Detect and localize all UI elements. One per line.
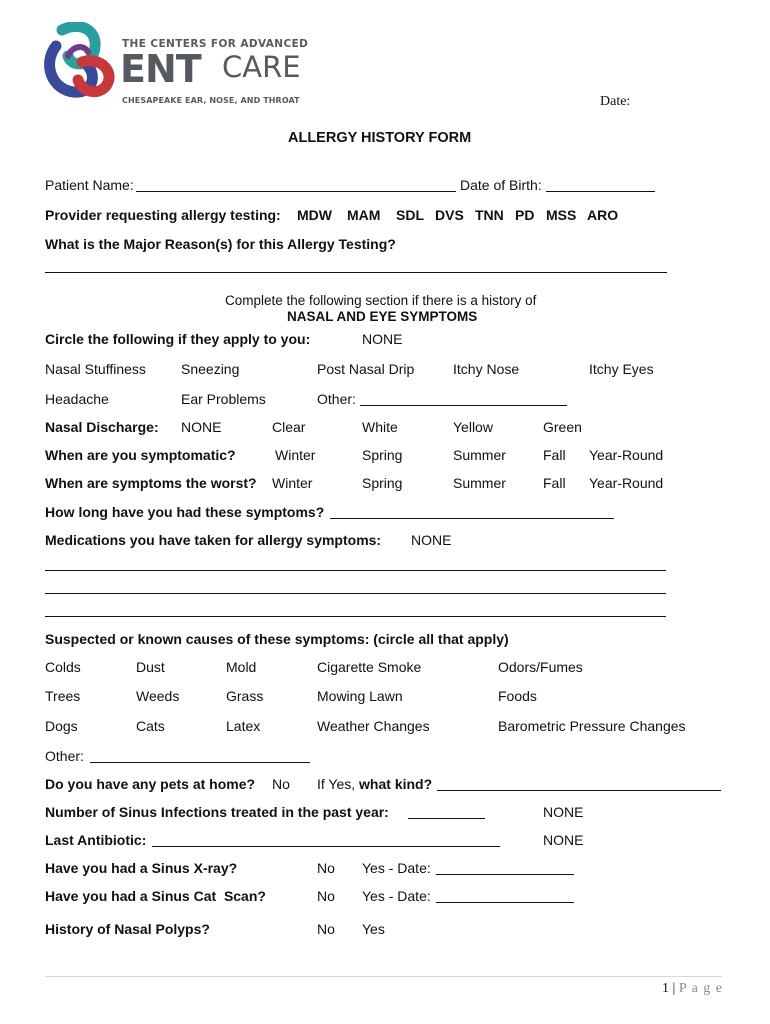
worst-year-round[interactable]: Year-Round (589, 475, 664, 491)
worst-summer[interactable]: Summer (453, 475, 506, 491)
cause-mold[interactable]: Mold (226, 659, 257, 675)
sinus-infections-none[interactable]: NONE (543, 804, 584, 820)
polyps-label: History of Nasal Polyps? (45, 921, 210, 937)
nasal-section-heading: NASAL AND EYE SYMPTOMS (287, 309, 478, 324)
polyps-yes-option[interactable]: Yes (362, 921, 385, 937)
symptom-headache[interactable]: Headache (45, 391, 109, 407)
provider-option-dvs[interactable]: DVS (435, 207, 464, 223)
medications-none-option[interactable]: NONE (411, 532, 452, 548)
logo-ent: ENT (120, 47, 201, 91)
pets-kind-label: what kind? (359, 776, 433, 792)
provider-option-pd[interactable]: PD (515, 207, 535, 223)
xray-label: Have you had a Sinus X-ray? (45, 860, 238, 876)
medications-field-line-3[interactable] (45, 616, 666, 617)
cause-barometric-pressure[interactable]: Barometric Pressure Changes (498, 718, 686, 734)
date-label: Date: (600, 94, 631, 109)
cat-scan-date-field[interactable] (436, 902, 574, 903)
discharge-clear[interactable]: Clear (272, 419, 306, 435)
pets-if-yes-label: If Yes, what kind? (317, 776, 433, 792)
nasal-discharge-label: Nasal Discharge: (45, 419, 159, 435)
antibiotic-label: Last Antibiotic: (45, 832, 147, 848)
worst-label: When are symptoms the worst? (45, 475, 257, 491)
symptomatic-summer[interactable]: Summer (453, 447, 506, 463)
antibiotic-none[interactable]: NONE (543, 832, 584, 848)
cause-trees[interactable]: Trees (45, 688, 81, 704)
medications-field-line-1[interactable] (45, 570, 666, 571)
ent-care-logo-icon (42, 22, 118, 100)
symptoms-none-option[interactable]: NONE (362, 331, 403, 347)
symptom-other-label: Other: (317, 391, 356, 407)
cause-mowing-lawn[interactable]: Mowing Lawn (317, 688, 403, 704)
cat-scan-label: Have you had a Sinus Cat Scan? (45, 888, 266, 904)
symptomatic-year-round[interactable]: Year-Round (589, 447, 664, 463)
cause-foods[interactable]: Foods (498, 688, 537, 704)
discharge-none[interactable]: NONE (181, 419, 222, 435)
form-title: ALLERGY HISTORY FORM (288, 130, 472, 146)
cause-odors-fumes[interactable]: Odors/Fumes (498, 659, 583, 675)
pets-kind-field[interactable] (437, 790, 721, 791)
dob-label: Date of Birth: (460, 177, 542, 193)
discharge-white[interactable]: White (362, 419, 398, 435)
provider-option-sdl[interactable]: SDL (396, 207, 424, 223)
provider-option-aro[interactable]: ARO (587, 207, 619, 223)
discharge-yellow[interactable]: Yellow (453, 419, 493, 435)
symptomatic-label: When are you symptomatic? (45, 447, 236, 463)
cause-weather-changes[interactable]: Weather Changes (317, 718, 430, 734)
xray-date-field[interactable] (436, 874, 574, 875)
how-long-label: How long have you had these symptoms? (45, 504, 325, 520)
circle-instruction: Circle the following if they apply to you: (45, 331, 311, 347)
pets-no-option[interactable]: No (272, 776, 290, 792)
dob-field[interactable] (546, 191, 655, 192)
symptom-nasal-stuffiness[interactable]: Nasal Stuffiness (45, 361, 146, 377)
reason-label: What is the Major Reason(s) for this Allergy Testing? (45, 236, 396, 252)
cause-grass[interactable]: Grass (226, 688, 264, 704)
polyps-no-option[interactable]: No (317, 921, 335, 937)
symptomatic-spring[interactable]: Spring (362, 447, 403, 463)
page-number: 1 | P a g e (662, 981, 724, 996)
cause-other-field[interactable] (90, 762, 310, 763)
provider-option-mam[interactable]: MAM (347, 207, 381, 223)
logo-subtitle: CHESAPEAKE EAR, NOSE, AND THROAT (122, 96, 300, 105)
xray-yes-date-label: Yes - Date: (362, 860, 431, 876)
provider-option-tnn[interactable]: TNN (475, 207, 504, 223)
cause-cigarette-smoke[interactable]: Cigarette Smoke (317, 659, 422, 675)
xray-no-option[interactable]: No (317, 860, 335, 876)
medications-label: Medications you have taken for allergy symptoms: (45, 532, 382, 548)
sinus-infections-label: Number of Sinus Infections treated in the past year: (45, 804, 389, 820)
symptom-itchy-eyes[interactable]: Itchy Eyes (589, 361, 654, 377)
medications-field-line-2[interactable] (45, 593, 666, 594)
cause-latex[interactable]: Latex (226, 718, 261, 734)
how-long-field[interactable] (330, 518, 614, 519)
footer-divider (45, 976, 722, 977)
sinus-infections-field[interactable] (408, 818, 485, 819)
reason-field[interactable] (45, 272, 667, 273)
symptom-sneezing[interactable]: Sneezing (181, 361, 240, 377)
symptomatic-fall[interactable]: Fall (543, 447, 566, 463)
symptom-ear-problems[interactable]: Ear Problems (181, 391, 266, 407)
patient-name-label: Patient Name: (45, 177, 134, 193)
cause-cats[interactable]: Cats (136, 718, 165, 734)
page-word: P a g e (678, 981, 724, 996)
nasal-section-intro: Complete the following section if there is a history of (225, 293, 537, 308)
provider-label: Provider requesting allergy testing: (45, 207, 281, 223)
logo-care: CARE (222, 50, 301, 84)
worst-winter[interactable]: Winter (272, 475, 313, 491)
worst-spring[interactable]: Spring (362, 475, 403, 491)
logo-tagline: THE CENTERS FOR ADVANCED (122, 38, 309, 50)
discharge-green[interactable]: Green (543, 419, 582, 435)
symptom-other-field[interactable] (360, 405, 567, 406)
cat-scan-no-option[interactable]: No (317, 888, 335, 904)
cause-other-label: Other: (45, 748, 84, 764)
cause-dust[interactable]: Dust (136, 659, 165, 675)
worst-fall[interactable]: Fall (543, 475, 566, 491)
provider-option-mss[interactable]: MSS (546, 207, 577, 223)
cause-dogs[interactable]: Dogs (45, 718, 78, 734)
causes-label: Suspected or known causes of these symptoms: (circle all that apply) (45, 631, 509, 647)
antibiotic-field[interactable] (152, 846, 500, 847)
cat-scan-yes-date-label: Yes - Date: (362, 888, 431, 904)
symptom-post-nasal-drip[interactable]: Post Nasal Drip (317, 361, 415, 377)
cause-weeds[interactable]: Weeds (136, 688, 180, 704)
patient-name-field[interactable] (136, 191, 456, 192)
symptom-itchy-nose[interactable]: Itchy Nose (453, 361, 520, 377)
cause-colds[interactable]: Colds (45, 659, 81, 675)
symptomatic-winter[interactable]: Winter (275, 447, 316, 463)
provider-option-mdw[interactable]: MDW (297, 207, 332, 223)
pets-label: Do you have any pets at home? (45, 776, 256, 792)
